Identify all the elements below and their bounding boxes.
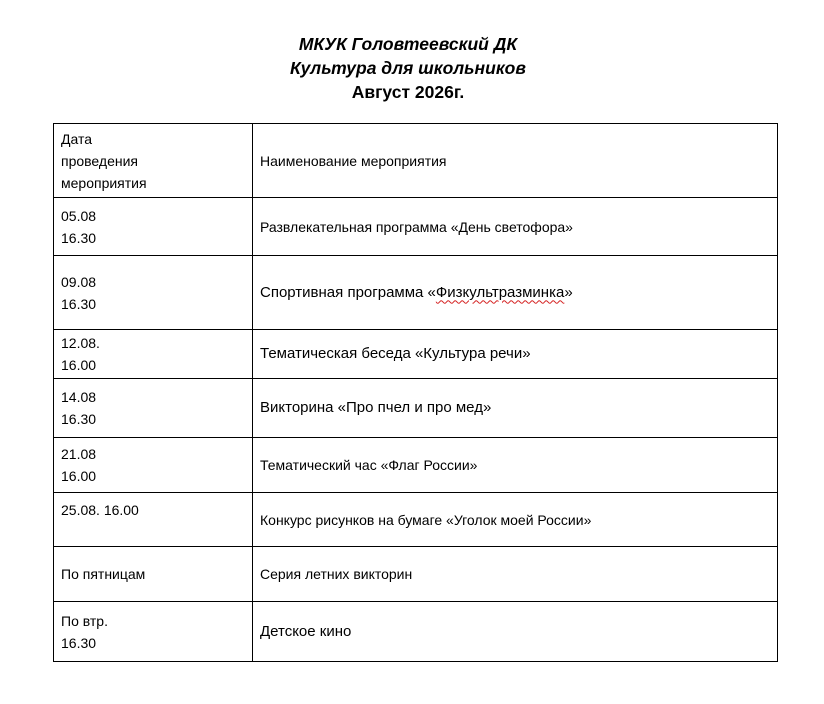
event-name-cell [253, 602, 778, 662]
event-date: 05.08 [61, 207, 97, 224]
event-name: Развлекательная программа «День светофора» [260, 218, 573, 235]
event-date-cell [54, 547, 253, 602]
event-date: 21.08 [61, 446, 97, 462]
table-row [54, 602, 778, 662]
event-name: Конкурс рисунков на бумаге «Уголок моей России» [260, 511, 592, 528]
event-name-end: » [564, 283, 573, 301]
event-date-cell [54, 330, 253, 379]
event-name-cell [253, 256, 778, 330]
event-date: 14.08 [61, 389, 97, 405]
event-time: 16.30 [61, 295, 97, 312]
event-date-cell [54, 379, 253, 438]
event-date-cell [54, 256, 253, 330]
event-name-cell [253, 330, 778, 379]
title-month: Август 2026г. [351, 82, 465, 102]
spellcheck-marked-word: Физкультразминка [435, 283, 565, 301]
header-date-line: Дата [61, 131, 93, 147]
document-title [0, 32, 816, 104]
header-date-cell [54, 124, 253, 198]
event-date: По втр. [61, 612, 108, 629]
table-row [54, 379, 778, 438]
event-name: Тематическая беседа «Культура речи» [260, 345, 531, 362]
header-date-line: проведения [61, 153, 138, 169]
event-date-cell [54, 198, 253, 256]
table-row [54, 198, 778, 256]
event-time: 16.00 [61, 357, 97, 373]
event-date: 12.08. [61, 335, 100, 351]
header-date-line: мероприятия [61, 175, 147, 191]
event-time: 16.00 [61, 468, 97, 484]
title-program: Культура для школьников [290, 58, 526, 78]
event-date: По пятницам [61, 566, 146, 582]
event-time: 16.30 [61, 411, 97, 427]
table-header-row [54, 124, 778, 198]
event-name: Тематический час «Флаг России» [260, 457, 478, 473]
event-name-cell [253, 198, 778, 256]
event-name: Серия летних викторин [260, 566, 413, 582]
event-date: 25.08. 16.00 [61, 502, 139, 518]
event-name: Детское кино [260, 622, 352, 640]
event-name: Викторина «Про пчел и про мед» [260, 399, 492, 416]
event-time: 16.30 [61, 229, 97, 246]
event-name-cell [253, 379, 778, 438]
header-name-cell: Наименование мероприятия [253, 124, 778, 198]
event-name-cell [253, 547, 778, 602]
event-name-cell [253, 438, 778, 493]
event-date: 09.08 [61, 273, 97, 290]
event-date-cell [54, 438, 253, 493]
event-name-cell [253, 493, 778, 547]
title-organization: МКУК Головтеевский ДК [298, 34, 518, 54]
table-row [54, 330, 778, 379]
table-row [54, 438, 778, 493]
event-date-cell [54, 493, 253, 547]
events-table [53, 123, 778, 662]
table-row [54, 547, 778, 602]
event-date-cell [54, 602, 253, 662]
event-time: 16.30 [61, 634, 97, 651]
table-row [54, 256, 778, 330]
event-name: Спортивная программа « [260, 283, 436, 301]
table-row [54, 493, 778, 547]
